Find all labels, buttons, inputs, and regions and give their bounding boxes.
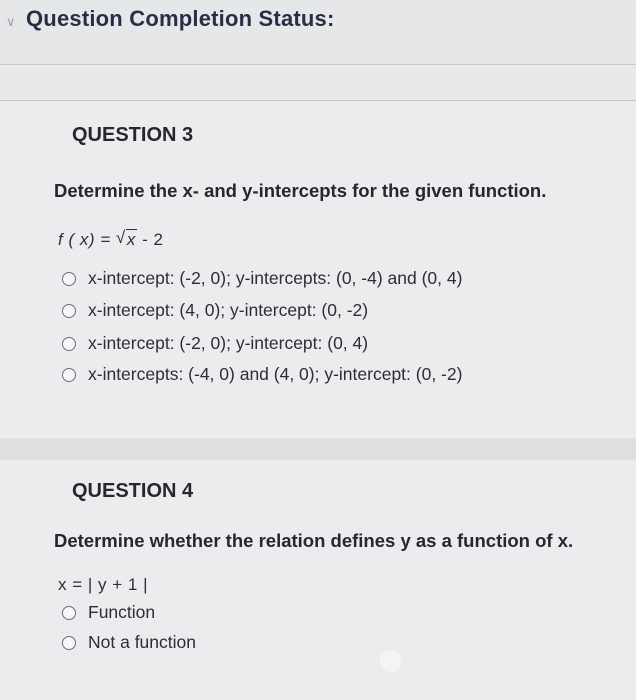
- option-label: x-intercept: (-2, 0); y-intercept: (0, 4): [88, 333, 369, 353]
- answer-option[interactable]: [62, 632, 196, 653]
- radio-button[interactable]: [62, 368, 76, 382]
- answer-option[interactable]: [62, 268, 462, 289]
- radio-button[interactable]: [62, 304, 76, 318]
- question-3-formula: [58, 230, 163, 250]
- question-4-prompt: Determine whether the relation defines y as a function of x.: [54, 530, 574, 551]
- formula-rhs: - 2: [136, 230, 164, 249]
- answer-option[interactable]: [62, 364, 462, 385]
- option-label: x-intercepts: (-4, 0) and (4, 0); y-intercept: (0, -2): [88, 364, 463, 384]
- divider: [0, 100, 636, 101]
- option-label: x-intercept: (-2, 0); y-intercepts: (0, -4) and (0, 4): [88, 268, 463, 288]
- question-3-prompt: Determine the x- and y-intercepts for the given function.: [54, 180, 547, 201]
- chevron-down-icon[interactable]: ∨: [6, 14, 16, 29]
- radio-button[interactable]: [62, 606, 76, 620]
- answer-option[interactable]: [62, 300, 368, 321]
- question-completion-status-bar: [0, 0, 636, 64]
- formula-radicand: x: [126, 230, 136, 249]
- radio-button[interactable]: [62, 272, 76, 286]
- option-label: x-intercept: (4, 0); y-intercept: (0, -2): [88, 300, 369, 320]
- answer-option[interactable]: [62, 333, 368, 354]
- divider: [0, 64, 636, 65]
- radio-button[interactable]: [62, 337, 76, 351]
- answer-option[interactable]: [62, 602, 155, 623]
- question-4-formula: x = | y + 1 |: [58, 575, 148, 594]
- status-title: Question Completion Status:: [26, 6, 335, 31]
- screen-glare: [380, 650, 402, 672]
- option-label: Function: [88, 602, 156, 622]
- square-root: √ x: [115, 228, 136, 249]
- question-4-heading: QUESTION 4: [72, 480, 194, 502]
- radio-button[interactable]: [62, 636, 76, 650]
- question-3-heading: QUESTION 3: [72, 124, 194, 146]
- option-label: Not a function: [88, 632, 196, 652]
- formula-lhs: f ( x) =: [58, 230, 116, 249]
